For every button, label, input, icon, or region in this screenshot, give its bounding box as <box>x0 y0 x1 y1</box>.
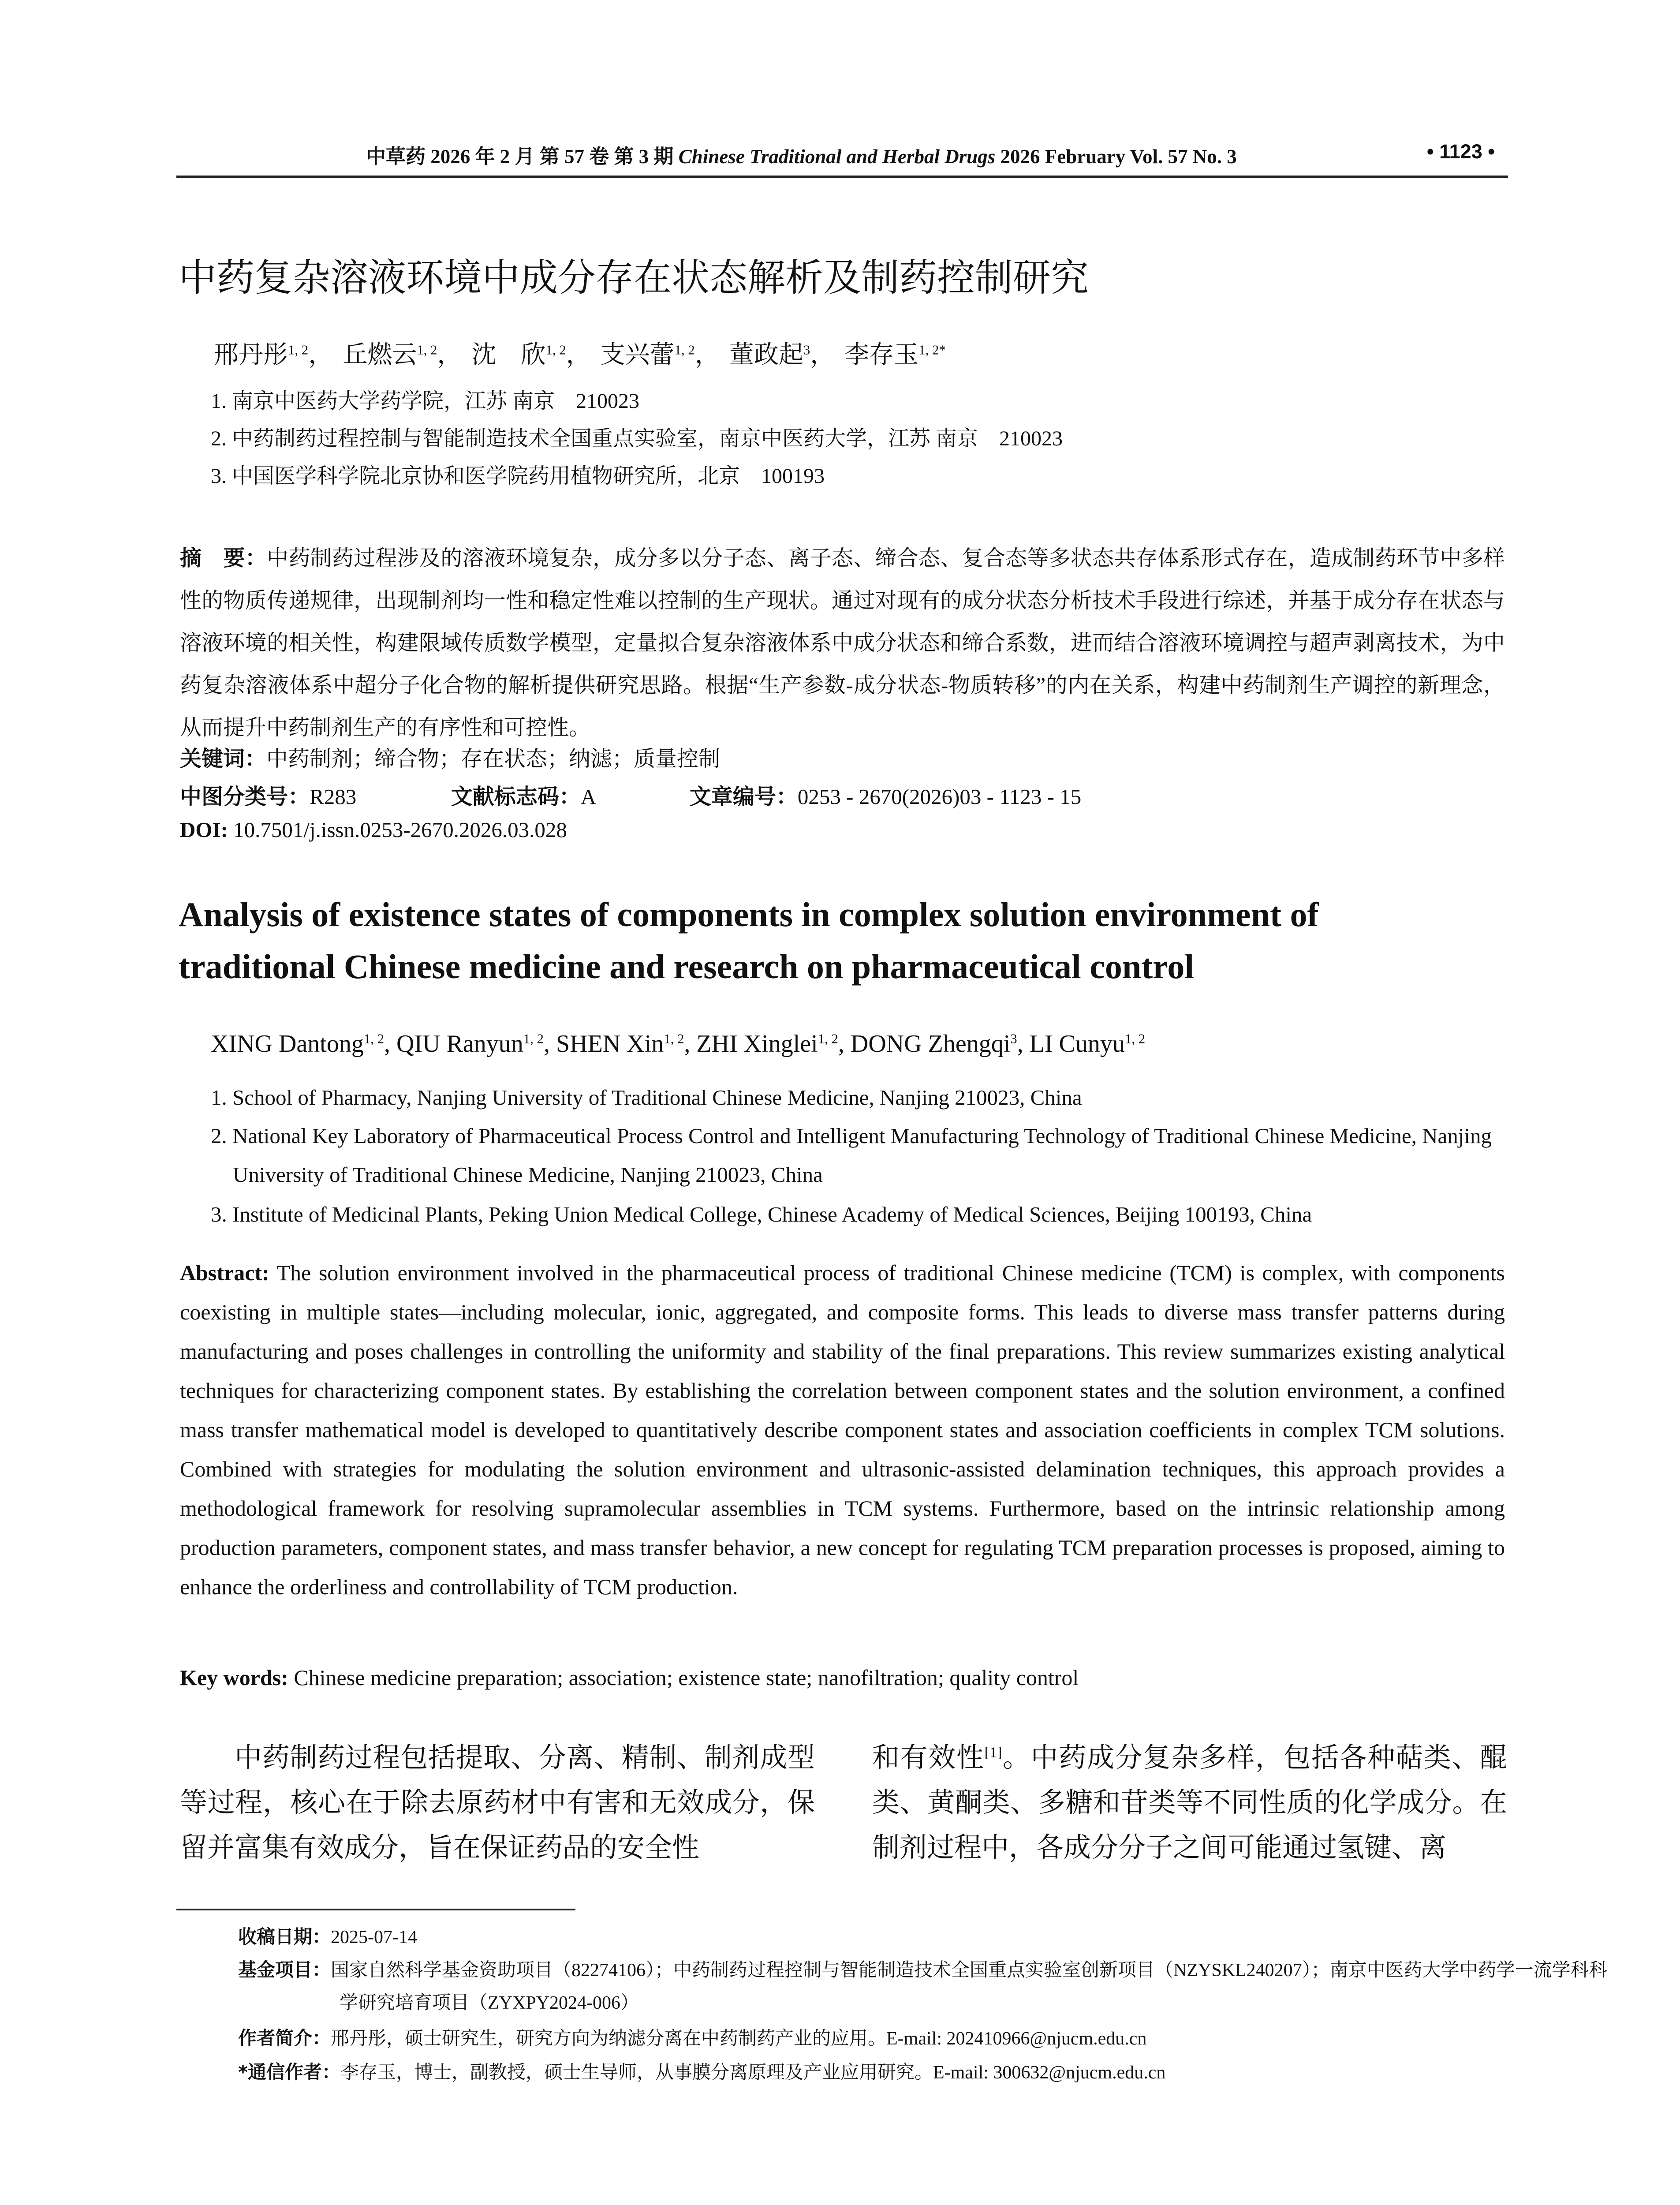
author-en: SHEN Xin$^{1, 2}$, <box>556 1030 697 1058</box>
reference-mark: [1] <box>984 1744 1002 1761</box>
title-cn: 中药复杂溶液环境中成分存在状态解析及制药控制研究 <box>179 256 1089 300</box>
affiliation-en: 3. Institute of Medicinal Plants, Peking Union Medical College, Chinese Academy of Medical Sciences, Beijing 100193, China <box>211 1202 1312 1226</box>
footnote-author: 作者简介：邢丹彤，硕士研究生，研究方向为纳滤分离在中药制药产业的应用。E-mail: 202410966@njucm.edu.cn <box>238 2027 1147 2049</box>
affiliation-cn: 3. 中国医学科学院北京协和医学院药用植物研究所，北京 100193 <box>211 464 825 488</box>
author-cn: 董政起$^3$， <box>729 341 835 369</box>
title-en: Analysis of existence states of components in complex solution environment of traditional Chinese medicine and research on pharmaceutical control <box>179 895 1319 986</box>
authors-cn <box>214 335 949 370</box>
doi-value: 10.7501/j.issn.0253-2670.2026.03.028 <box>233 818 567 842</box>
running-header <box>176 140 1508 178</box>
doi-line <box>180 817 567 842</box>
abstract-cn-text: 中药制药过程涉及的溶液环境复杂，成分多以分子态、离子态、缔合态、复合态等多状态共存体系形式存在，造成制药环节中多样性的物质传递规律，出现制剂均一性和稳定性难以控制的生产现状。通过对现有的成分状态分析技术手段进行综述，并基于成分存在状态与溶液环境的相关性，构建限域传质数学模型，定量拟合复杂溶液体系中成分状态和缔合系数，进而结合溶液环境调控与超声剥离技术，为中药复杂溶液体系中超分子化合物的解析提供研究思路。根据“生产参数-成分状态-物质转移”的内在关系，构建中药制剂生产调控的新理念，从而提升中药制剂生产的有序性和可控性。 <box>180 546 1505 740</box>
article-number: 0253 - 2670(2026)03 - 1123 - 15 <box>797 785 1082 809</box>
journal-name-cn: 中草药 <box>366 145 426 168</box>
footnote-fund: 基金项目：国家自然科学基金资助项目（82274106）；中药制药过程控制与智能制造技术全国重点实验室创新项目（NZYSKL240207）；南京中医药大学中药学一流学科科学研究培育项目（ZYXPY2024-006） <box>238 1959 1608 2013</box>
affiliation-en: 1. School of Pharmacy, Nanjing University of Traditional Chinese Medicine, Nanjing 210023, China <box>211 1085 1082 1110</box>
author-en: QIU Ranyun$^{1, 2}$, <box>396 1030 556 1058</box>
journal-citation <box>366 140 1237 169</box>
doc-code: A <box>580 785 595 809</box>
issue-en: 2026 February Vol. 57 No. 3 <box>1000 146 1237 168</box>
affiliation-cn: 1. 南京中医药大学药学院，江苏 南京 210023 <box>211 389 640 413</box>
abstract-en-text: The solution environment involved in the pharmaceutical process of traditional Chinese medicine (TCM) is complex, with components coexisting in multiple states—including molecular, ionic, aggregated, and composite forms. This leads to diverse mass transfer patterns during manufacturing and poses challenges in controlling the uniformity and stability of the final preparations. This review summarizes existing analytical techniques for characterizing component states. By establishing the correlation between component states and the solution environment, a confined mass transfer mathematical model is developed to quantitatively describe component states and association coefficients in complex TCM solutions. Combined with strategies for modulating the solution environment and ultrasonic-assisted delamination techniques, this approach provides a methodological framework for resolving supramolecular assemblies in TCM systems. Furthermore, based on the intrinsic relationship among production parameters, component states, and mass transfer behavior, a new concept for regulating TCM preparation processes is proposed, aiming to enhance the orderliness and controllability of TCM production. <box>180 1260 1505 1599</box>
author-cn: 沈 欣$^{1, 2}$， <box>471 341 591 369</box>
journal-name-en: Chinese Traditional and Herbal Drugs <box>678 146 996 168</box>
author-cn: 邢丹彤$^{1, 2}$， <box>214 341 333 369</box>
affiliation-cn: 2. 中药制药过程控制与智能制造技术全国重点实验室，南京中医药大学，江苏 南京 210023 <box>211 427 1063 450</box>
author-cn: 丘燃云$^{1, 2}$， <box>343 341 462 369</box>
issue-cn: 2026 年 2 月 第 57 卷 第 3 期 <box>430 146 674 168</box>
author-en: DONG Zhengqi$^3$, <box>850 1030 1030 1058</box>
body-text-left: 中药制药过程包括提取、分离、精制、制剂成型等过程，核心在于除去原药材中有害和无效成分，保留并富集有效成分，旨在保证药品的安全性 <box>180 1743 815 1863</box>
abstract-cn-label: 摘 要： <box>180 546 267 571</box>
author-cn: 李存玉$^{1, 2*}$ <box>844 341 946 369</box>
keywords-en: Key words: Chinese medicine preparation; association; existence state; nanofiltration; quality control <box>180 1665 1079 1690</box>
footnote-corresponding: *通信作者：李存玉，博士，副教授，硕士生导师，从事膜分离原理及产业应用研究。E-mail: 300632@njucm.edu.cn <box>238 2061 1166 2083</box>
page-number: • 1123 • <box>1426 140 1495 163</box>
footnote-received: 收稿日期：2025-07-14 <box>238 1926 417 1947</box>
keywords-cn: 关键词：中药制剂；缔合物；存在状态；纳滤；质量控制 <box>180 746 721 771</box>
affiliation-en: 2. National Key Laboratory of Pharmaceutical Process Control and Intelligent Manufacturing Technology of Traditional Chinese Medicine, Nanjing University of Traditional Chinese Medicine, Nanjing 210023, China <box>211 1124 1492 1187</box>
doi-label: DOI: <box>180 818 228 842</box>
author-en: LI Cunyu$^{1, 2}$ <box>1029 1030 1146 1058</box>
footnote-divider <box>176 1909 575 1910</box>
author-en: XING Dantong$^{1, 2}$, <box>211 1030 397 1058</box>
authors-en <box>211 1030 1145 1058</box>
author-en: ZHI Xinglei$^{1, 2}$, <box>696 1030 851 1058</box>
clc-number: R283 <box>310 785 357 809</box>
classification-line: 中图分类号：R283 文献标志码：A 文章编号：0253 - 2670(2026)03 - 1123 - 15 <box>180 784 1082 809</box>
abstract-en <box>180 1253 1505 1607</box>
abstract-en-label: Abstract: <box>180 1260 269 1285</box>
body-text-right: 和有效性[1]。中药成分复杂多样，包括各种萜类、醌类、黄酮类、多糖和苷类等不同性质的化学成分。在制剂过程中，各成分分子之间可能通过氢键、离 <box>872 1743 1507 1863</box>
author-cn: 支兴蕾$^{1, 2}$， <box>600 341 720 369</box>
abstract-cn <box>180 537 1505 749</box>
